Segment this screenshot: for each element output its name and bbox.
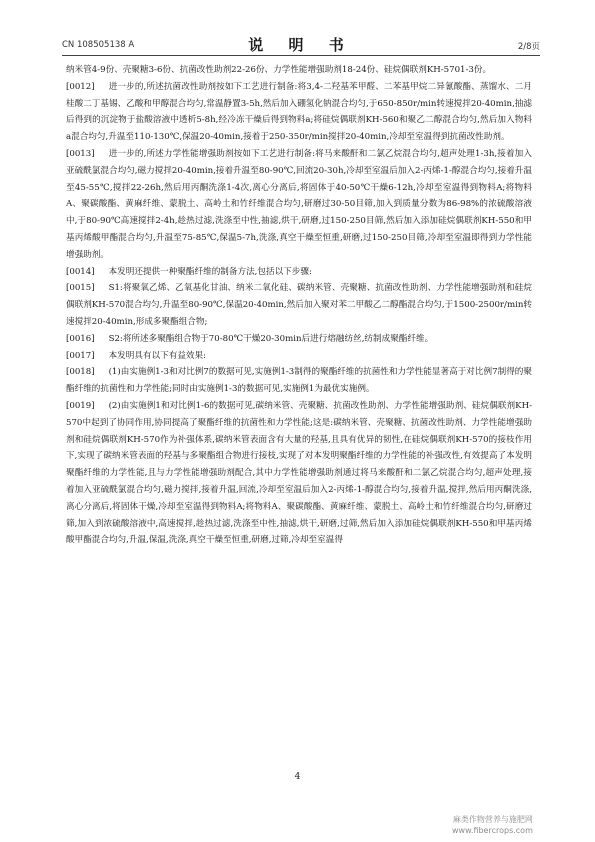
paragraph-0019 xyxy=(66,398,532,549)
page-number: 4 xyxy=(294,772,301,782)
paragraph-0014 xyxy=(66,264,532,281)
paragraph-continued xyxy=(66,62,532,79)
patent-number: CN 108505138 A xyxy=(62,40,135,50)
paragraph-number: [0012] xyxy=(66,81,95,92)
document-body xyxy=(66,62,532,549)
paragraph-text: 本发明具有以下有益效果: xyxy=(108,350,207,361)
paragraph-text: (2)由实施例1和对比例1-6的数据可见,碳纳米管、壳聚糖、抗菌改性助剂、力学性能增强助剂、硅烷偶联剂KH-570中起到了协同作用,协同提高了聚酯纤维的抗菌性和力学性能;这是:碳纳米管、壳聚糖、抗菌改性助剂、力学性能增强助剂和硅烷偶联剂KH-570作为补强体系,碳纳米管表面含有大量的羟基,且具有优异的韧性,在硅烷偶联剂KH-570的接枝作用下,实现了碳纳米管表面的羟基与多聚酯组合物进行接枝,实现了对本发明聚酯纤维的力学性能的补强改性,有效提高了本发明聚酯纤维的力学性能,且与力学性能增强助剂配合,其中力学性能增强助剂通过将马来酸酐和二氯乙烷混合均匀,超声处理,接着加入亚硫酰氯混合均匀,磁力搅拌,接着升温,回流,冷却至室温后加入2-丙烯-1-醇混合均匀,接着升温,搅拌,然后用丙酮洗涤,离心分离后,将固体干燥,冷却至室温得到物料A;将物料A、聚碳酸酯、黄麻纤维、蒙脱土、高岭土和竹纤维混合均匀,研磨过筛,加入到浓硫酸溶液中,高速搅拌,趁热过滤,洗涤至中性,抽滤,烘干,研磨,过筛,然后加入添加硅烷偶联剂KH-550和甲基丙烯酸甲酯混合均匀,升温,保温,洗涤,真空干燥至恒重,研磨,过筛,冷却至室温得 xyxy=(66,400,532,546)
paragraph-number: [0018] xyxy=(66,367,95,378)
paragraph-text: S1:将聚氧乙烯、乙氧基化甘油、纳米二氧化硅、碳纳米管、壳聚糖、抗菌改性助剂、力学性能增强助剂和硅烷偶联剂KH-570混合均匀,升温至80-90℃,保温20-40min,然后加入聚对苯二甲酸乙二醇酯混合均匀,于1500-2500r/min转速搅拌20-40min,形成多聚酯组合物; xyxy=(66,283,532,327)
paragraph-number: [0015] xyxy=(66,283,95,294)
paragraph-0018 xyxy=(66,364,532,398)
page-info: 2/8页 xyxy=(517,42,540,52)
paragraph-number: [0017] xyxy=(66,350,95,361)
paragraph-0015 xyxy=(66,280,532,330)
paragraph-text: 本发明还提供一种聚酯纤维的制备方法,包括以下步骤: xyxy=(108,266,312,277)
paragraph-0013 xyxy=(66,146,532,264)
paragraph-number: [0016] xyxy=(66,333,95,344)
watermark-title: 麻类作物营养与施肥网 xyxy=(452,815,533,824)
paragraph-number: [0014] xyxy=(66,266,95,277)
paragraph-text: 进一步的,所述力学性能增强助剂按如下工艺进行制备:将马来酸酐和二氯乙烷混合均匀,超声处理1-3h,接着加入亚硫酰氯混合均匀,磁力搅拌20-40min,接着升温至80-90℃,回流20-30h,冷却至室温后加入2-丙烯-1-醇混合均匀,接着升温至45-55℃,搅拌22-26h,然后用丙酮洗涤1-4次,离心分离后,将固体于40-50℃干燥6-12h,冷却至室温得到物料A;将物料A、聚碳酸酯、黄麻纤维、蒙脱土、高岭土和竹纤维混合均匀,研磨过30-50目筛,加入到质量分数为86-98%的浓硫酸溶液中,于80-90℃高速搅拌2-4h,趁热过滤,洗涤至中性,抽滤,烘干,研磨,过150-250目筛,然后加入添加硅烷偶联剂KH-550和甲基丙烯酸甲酯混合均匀,升温至75-85℃,保温5-7h,洗涤,真空干燥至恒重,研磨,过150-250目筛,冷却至室温即得到力学性能增强助剂。 xyxy=(66,148,532,260)
paragraph-text: S2:将所述多聚酯组合物于70-80℃干燥20-30min后进行熔融纺丝,纺制成聚酯纤维。 xyxy=(108,333,434,344)
paragraph-number: [0013] xyxy=(66,148,95,159)
document-title: 说 明 书 xyxy=(248,36,354,54)
paragraph-number: [0019] xyxy=(66,400,95,411)
watermark xyxy=(452,814,533,836)
page-header xyxy=(62,34,540,54)
header-rule xyxy=(62,55,540,56)
paragraph-0017 xyxy=(66,348,532,365)
paragraph-0016 xyxy=(66,331,532,348)
watermark-url: www.fibercrops.com xyxy=(452,826,533,835)
paragraph-0012 xyxy=(66,79,532,146)
paragraph-text: (1)由实施例1-3和对比例7的数据可见,实施例1-3制得的聚酯纤维的抗菌性和力学性能显著高于对比例7制得的聚酯纤维的抗菌性和力学性能;同时由实施例1-3的数据可见,实施例1为最优实施例。 xyxy=(66,367,532,395)
paragraph-text: 进一步的,所述抗菌改性助剂按如下工艺进行制备:将3,4-二羟基苯甲醛、二苯基甲烷二异氰酸酯、蒸馏水、二月桂酸二丁基锡、乙酸和甲醇混合均匀,常温静置3-5h,然后加入硼氢化钠混合均匀,于650-850r/min转速搅拌20-40min,抽滤后得到的沉淀物于盐酸溶液中透析5-8h,经冷冻干燥后得到物料a;将硅烷偶联剂KH-560和聚乙二醇混合均匀,然后加入物料a混合均匀,升温至110-130℃,保温20-40min,接着于250-350r/min搅拌20-40min,冷却至室温得到抗菌改性助剂。 xyxy=(66,81,532,143)
paragraph-text: 纳米管4-9份、壳聚糖3-6份、抗菌改性助剂22-26份、力学性能增强助剂18-24份、硅烷偶联剂KH-5701-3份。 xyxy=(66,65,492,75)
